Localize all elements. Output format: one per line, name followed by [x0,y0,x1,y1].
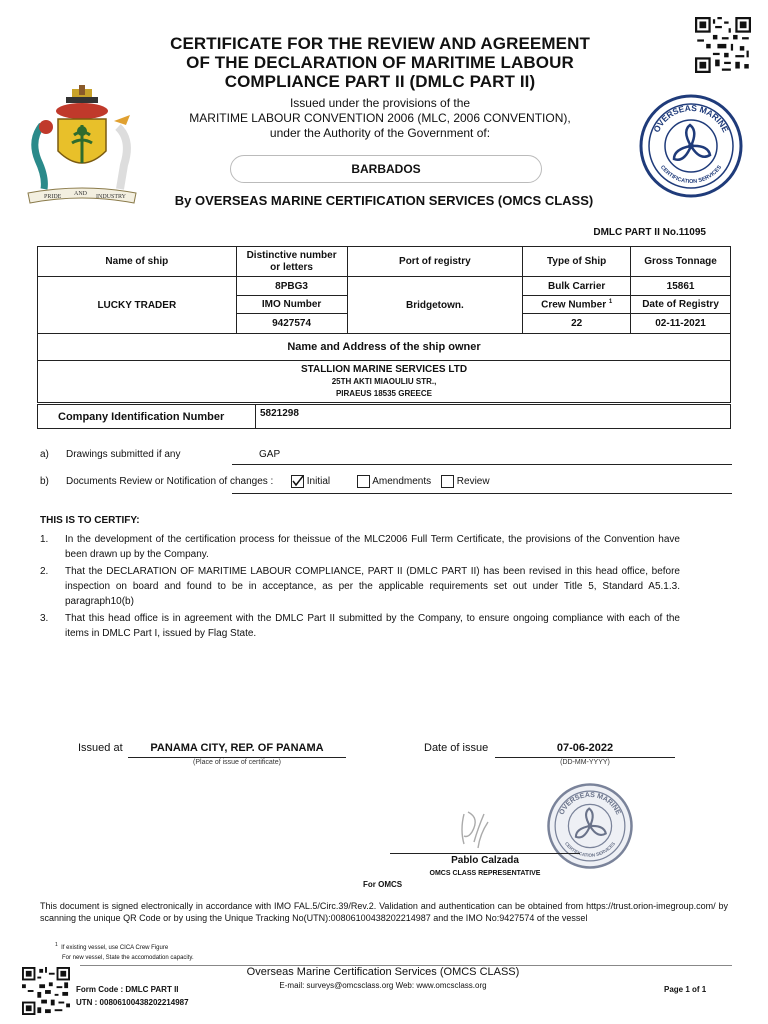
title-line-2: OF THE DECLARATION OF MARITIME LABOUR [186,53,574,72]
ship-name: LUCKY TRADER [38,277,237,334]
certify-item-2 [40,564,680,609]
certify-item-2-text: That the DECLARATION OF MARITIME LABOUR COMPLIANCE, PART II (DMLC PART II) has been revised in this head office, before inspection on board and found to be in acceptance, as per the applicable requirements set out under Title 5, Standard A5.1.3. paragraph10(b) [65,566,680,607]
reg-date-label: Date of Registry [631,296,731,314]
call-sign: 8PBG3 [236,277,347,296]
validation-notice: This document is signed electronically in accordance with IMO FAL.5/Circ.39/Rev.2. Validation and authentication can be obtained from https://trust.orion-imegroup.com/ by scanning the unique QR Code or by using the Unique Tracking No(UTN):00806100438202214987 and the IMO No:9427574 of the vessel [40,901,728,923]
footer-utn: UTN : 00806100438202214987 [76,998,189,1007]
checkbox-amendments[interactable] [357,475,370,488]
owner-address-1: 25TH AKTI MIAOULIU STR., [331,376,437,386]
company-id-box [37,404,731,429]
date-of-issue-value: 07-06-2022 [556,742,614,754]
option-review-label: Review [456,476,490,488]
certify-item-3-text: That this head office is in agreement with the DMLC Part II submitted by the Company, to ensure ongoing compliance with each of the items in DMLC Part I, issued by Flag State. [65,613,680,639]
owner-name: STALLION MARINE SERVICES LTD [300,363,468,375]
certify-item-1-num: 1. [40,534,49,545]
checkbox-initial[interactable] [291,475,304,488]
drawings-underline [232,464,732,465]
footer-contact: E-mail: surveys@omcsclass.org Web: www.omcsclass.org [279,981,487,990]
company-id-label: Company Identification Number [58,411,225,423]
seal-bottom-text: CERTIFICATION SERVICES [658,164,724,186]
certify-item-2-num: 2. [40,566,49,577]
option-amendments-label: Amendments [372,476,432,488]
option-review[interactable] [441,475,490,488]
issuer-line: By OVERSEAS MARINE CERTIFICATION SERVICES (OMCS CLASS) [174,193,594,208]
option-amendments[interactable] [357,475,431,488]
option-initial-label: Initial [306,476,331,488]
option-initial[interactable] [291,475,330,488]
date-underline [495,757,675,758]
row-b-letter: b) [40,476,49,487]
crew-number: 22 [523,314,631,334]
crew-footnote-ref: 1 [608,298,613,305]
drawings-value: GAP [259,449,281,460]
row-a-letter: a) [40,449,49,460]
footnote-1 [55,940,194,953]
place-note: (Place of issue of certificate) [193,759,281,766]
date-note: (DD-MM-YYYY) [560,759,610,766]
ship-type: Bulk Carrier [523,277,631,296]
seal-top-text: OVERSEAS MARINE [651,102,731,134]
dmlc-number: DMLC PART II No.11095 [593,227,706,238]
motto-word-1: PRIDE [44,194,62,200]
signatory-name: Pablo Calzada [451,855,519,866]
sub-line-2: MARITIME LABOUR CONVENTION 2006 (MLC, 2006 CONVENTION), [189,111,571,125]
port-of-registry: Bridgetown. [347,277,523,334]
certify-item-1 [40,532,680,562]
owner-address-2: PIRAEUS 18535 GREECE [335,388,433,398]
footer-org-block [228,966,538,990]
header-ship-name: Name of ship [38,247,237,277]
certify-heading: THIS IS TO CERTIFY: [40,515,140,526]
drawings-label: Drawings submitted if any [66,449,181,460]
page-number: Page 1 of 1 [664,985,707,994]
sub-line-3: under the Authority of the Government of: [269,126,491,140]
footnote-1-text: If existing vessel, use CICA Crew Figure [61,945,169,951]
footnotes [55,940,194,963]
crew-label: Crew Number [541,299,607,311]
review-type-label: Documents Review or Notification of changes : [66,476,274,487]
seal2-bottom-text: CERTIFICATION SERVICES [563,841,617,858]
review-underline [232,493,732,494]
title-line-1: CERTIFICATE FOR THE REVIEW AND AGREEMENT [170,34,590,53]
motto-word-3: INDUSTRY [96,194,127,200]
issued-under-block [150,96,610,141]
ship-particulars-table [37,246,731,403]
header-tonnage: Gross Tonnage [631,247,731,277]
omcs-seal-top [638,93,744,199]
sub-line-1: Issued under the provisions of the [289,96,471,110]
crew-label-cell [523,296,631,314]
flag-state: BARBADOS [230,155,542,183]
header-distinctive-line-1: Distinctive number [246,249,337,261]
form-code: Form Code : DMLC PART II [76,985,179,994]
certify-item-3-num: 3. [40,613,49,624]
check-icon [292,476,303,487]
motto-word-2: AND [74,191,87,197]
signature-line [390,853,580,854]
issued-at-label: Issued at [78,742,123,754]
date-of-issue-label: Date of issue [424,742,489,754]
certificate-title [150,34,610,91]
issued-at-value: PANAMA CITY, REP. OF PANAMA [150,742,324,754]
footnote-1-sup: 1 [55,942,58,948]
signatory-role: OMCS CLASS REPRESENTATIVE [429,870,541,877]
header-distinctive-line-2: or letters [270,261,313,273]
company-id-value: 5821298 [260,408,299,419]
imo-label: IMO Number [236,296,347,314]
footer-org: Overseas Marine Certification Services (OMCS CLASS) [246,966,520,978]
qr-code-bottom [22,967,70,1015]
owner-header: Name and Address of the ship owner [38,334,731,361]
header-distinctive [236,247,347,277]
for-omcs: For OMCS [363,880,403,889]
header-type: Type of Ship [523,247,631,277]
owner-address-block [38,361,731,403]
qr-code-top [695,17,751,73]
date-of-registry: 02-11-2021 [631,314,731,334]
certify-item-3 [40,611,680,641]
gross-tonnage: 15861 [631,277,731,296]
title-line-3: COMPLIANCE PART II (DMLC PART II) [224,72,536,91]
coat-of-arms-emblem [22,85,142,205]
header-port: Port of registry [347,247,523,277]
certify-item-1-text: In the development of the certification process for theissue of the MLC2006 Full Term Certificate, the provisions of the Convention have been drawn up by the Company. [65,534,680,560]
checkbox-review[interactable] [441,475,454,488]
footnote-2: For new vessel, State the accomodation capacity. [62,955,194,961]
seal2-top-text: OVERSEAS MARINE [558,791,622,817]
signature-mark [450,808,492,852]
imo-number: 9427574 [236,314,347,334]
company-id-divider [255,405,256,428]
certify-items [40,532,680,643]
issued-at-underline [128,757,346,758]
